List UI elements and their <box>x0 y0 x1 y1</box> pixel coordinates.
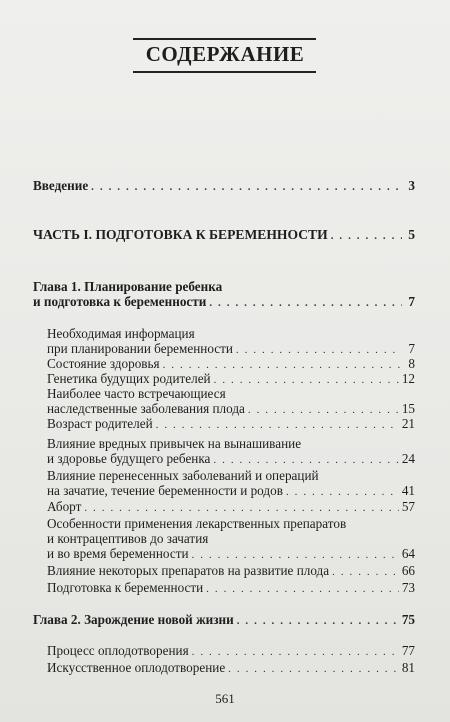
toc-entry <box>47 580 415 597</box>
toc-entry-text: и контрацептивов до зачатия <box>47 531 209 546</box>
toc-entry-text: Особенности применения лекарственных препаратов <box>47 516 347 531</box>
toc-page-number: 81 <box>401 660 415 675</box>
leader-dots <box>332 565 399 580</box>
toc-entry-text: Наиболее часто встречающиеся <box>47 386 226 401</box>
toc-entry <box>47 468 415 500</box>
toc-entry-text: Состояние здоровья <box>47 356 160 371</box>
toc-page-number: 77 <box>401 643 415 658</box>
toc-entry-text: Глава 1. Планирование ребенка <box>33 279 223 294</box>
toc-page-number: 24 <box>401 451 415 466</box>
toc-entry-text: при планировании беременности <box>47 341 233 356</box>
toc-entry <box>47 660 415 677</box>
toc-entry-chapter-2 <box>33 612 415 629</box>
toc-page-number: 66 <box>401 563 415 578</box>
toc-entry-text: Влияние перенесенных заболеваний и операций <box>47 468 319 483</box>
toc-entry <box>47 643 415 660</box>
toc-entry-part-1 <box>33 227 415 244</box>
toc-entry <box>47 416 415 433</box>
toc-entry-text: Искусственное оплодотворение <box>47 660 226 675</box>
toc-page-number: 8 <box>408 356 415 371</box>
toc-entry-chapter-1 <box>33 279 415 311</box>
toc-entry-text: Подготовка к беременности <box>47 580 204 595</box>
toc-entry <box>47 499 415 516</box>
toc-entry-text: и подготовка к беременности <box>33 294 207 309</box>
toc-page-number: 57 <box>401 499 415 514</box>
toc-entry-text: наследственные заболевания плода <box>47 401 245 416</box>
page-title: СОДЕРЖАНИЕ <box>145 42 305 66</box>
toc-entry-text: и здоровье будущего ребенка <box>47 451 211 466</box>
toc-entry-text: Глава 2. Зарождение новой жизни <box>33 612 234 627</box>
toc-entry-text: Процесс оплодотворения <box>47 643 189 658</box>
leader-dots <box>209 296 402 311</box>
toc-page-number: 5 <box>408 227 415 242</box>
leader-dots <box>206 582 399 597</box>
toc-entry <box>47 386 415 418</box>
toc-entry-introduction <box>33 178 415 195</box>
toc-page-number: 75 <box>401 612 415 627</box>
toc-page-number: 15 <box>401 401 415 416</box>
toc-entry <box>47 563 415 580</box>
toc-page-number: 7 <box>408 294 415 309</box>
leader-dots <box>213 453 398 468</box>
toc-entry-text: на зачатие, течение беременности и родов <box>47 483 283 498</box>
toc-page-number: 12 <box>401 371 415 386</box>
leader-dots <box>156 418 399 433</box>
leader-dots <box>237 614 399 629</box>
toc-entry-text: Влияние вредных привычек на вынашивание <box>47 436 302 451</box>
leader-dots <box>192 645 399 660</box>
toc-entry-text: Введение <box>33 178 89 193</box>
toc-page-number: 3 <box>408 178 415 193</box>
leader-dots <box>91 180 402 195</box>
toc-entry-text: Аборт <box>47 499 82 514</box>
title-top-rule <box>133 38 316 40</box>
leader-dots <box>228 662 399 677</box>
toc-entry <box>47 436 415 468</box>
leader-dots <box>286 485 399 500</box>
toc-entry-text: и во время беременности <box>47 546 189 561</box>
toc-page-number: 73 <box>401 580 415 595</box>
leader-dots <box>84 501 398 516</box>
toc-page-number: 64 <box>401 546 415 561</box>
toc-entry-text: ЧАСТЬ I. ПОДГОТОВКА К БЕРЕМЕННОСТИ <box>33 227 328 242</box>
leader-dots <box>192 548 399 563</box>
leader-dots <box>331 229 402 244</box>
toc-entry-text: Генетика будущих родителей <box>47 371 211 386</box>
page-number: 561 <box>215 691 235 706</box>
title-bottom-rule <box>133 71 316 73</box>
toc-entry <box>47 326 415 358</box>
toc-entry-text: Необходимая информация <box>47 326 195 341</box>
toc-page-number: 7 <box>408 341 415 356</box>
toc-entry-text: Возраст родителей <box>47 416 153 431</box>
toc-entry-text: Влияние некоторых препаратов на развитие плода <box>47 563 330 578</box>
toc-page-number: 41 <box>401 483 415 498</box>
toc-entry <box>47 516 415 563</box>
toc-page-number: 21 <box>401 416 415 431</box>
